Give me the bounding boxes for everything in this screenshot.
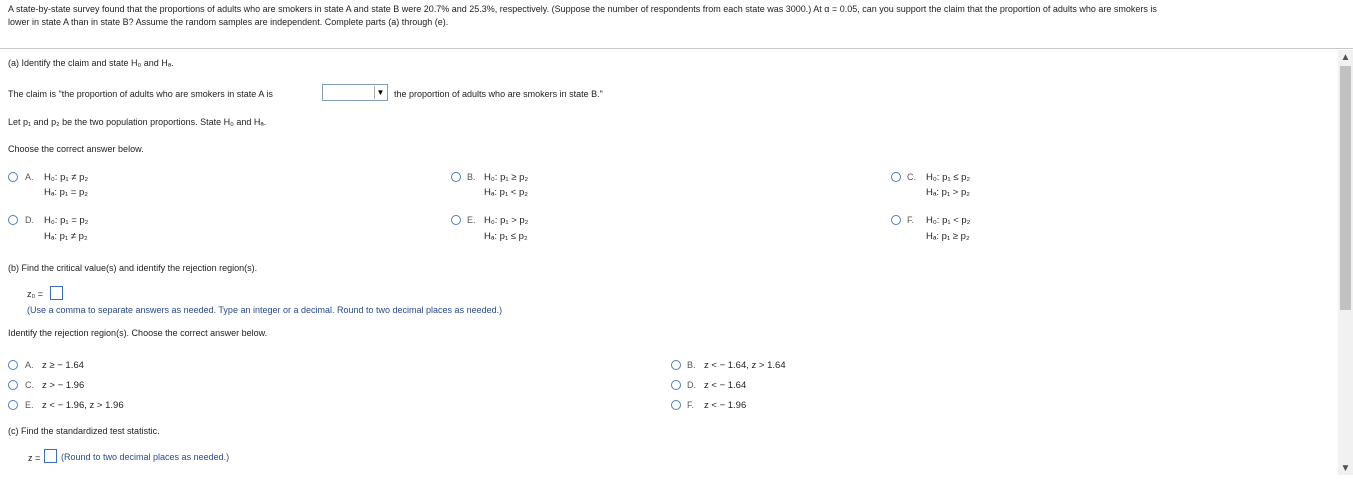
- h0-text: H₀: p₁ > p₂: [484, 215, 529, 226]
- radio-e[interactable]: [8, 400, 18, 410]
- claim-suffix: the proportion of adults who are smokers in state B.": [394, 89, 603, 99]
- option-letter: E.: [467, 215, 476, 225]
- ha-text: Hₐ: p₁ > p₂: [926, 187, 970, 198]
- ha-text: Hₐ: p₁ < p₂: [484, 187, 528, 198]
- h0-text: H₀: p₁ ≤ p₂: [926, 172, 971, 183]
- claim-prefix: The claim is "the proportion of adults who are smokers in state A is: [8, 89, 273, 99]
- radio-a[interactable]: [8, 360, 18, 370]
- radio-a[interactable]: [8, 172, 18, 182]
- problem-statement: [8, 3, 1338, 29]
- dropdown-arrow-icon[interactable]: ▼: [374, 86, 386, 99]
- radio-b[interactable]: [671, 360, 681, 370]
- scroll-up-icon[interactable]: ▲: [1340, 51, 1351, 63]
- vertical-scrollbar[interactable]: [1338, 50, 1353, 475]
- option-text: z < − 1.64: [704, 380, 747, 391]
- option-letter: F.: [907, 215, 915, 225]
- h0-text: H₀: p₁ ≥ p₂: [484, 172, 529, 183]
- option-letter: D.: [687, 380, 696, 390]
- identify-text: Identify the rejection region(s). Choose the correct answer below.: [8, 328, 268, 338]
- radio-d[interactable]: [671, 380, 681, 390]
- option-letter: A.: [25, 172, 34, 182]
- option-letter: F.: [687, 400, 695, 410]
- option-text: z > − 1.96: [42, 380, 85, 391]
- problem-line-2: lower in state A than in state B? Assume the random samples are independent. Complete parts (a) through (e).: [8, 17, 449, 27]
- radio-f[interactable]: [891, 215, 901, 225]
- option-letter: B.: [687, 360, 696, 370]
- z-hint: (Round to two decimal places as needed.): [61, 452, 230, 462]
- part-c-heading: (c) Find the standardized test statistic.: [8, 426, 160, 436]
- radio-c[interactable]: [8, 380, 18, 390]
- z0-label: z₀ =: [27, 289, 43, 299]
- option-letter: C.: [25, 380, 34, 390]
- divider: [0, 48, 1353, 49]
- scroll-down-icon[interactable]: ▼: [1340, 462, 1351, 474]
- part-a-heading: (a) Identify the claim and state H₀ and Hₐ.: [8, 58, 174, 68]
- radio-e[interactable]: [451, 215, 461, 225]
- option-text: z < − 1.96: [704, 400, 747, 411]
- option-text: z ≥ − 1.64: [42, 360, 84, 371]
- z0-input[interactable]: [50, 286, 63, 300]
- ha-text: Hₐ: p₁ ≤ p₂: [484, 231, 528, 242]
- radio-c[interactable]: [891, 172, 901, 182]
- radio-d[interactable]: [8, 215, 18, 225]
- let-text: Let p₁ and p₂ be the two population proportions. State H₀ and Hₐ.: [8, 117, 267, 127]
- option-text: z < − 1.96, z > 1.96: [42, 400, 124, 411]
- radio-f[interactable]: [671, 400, 681, 410]
- scrollbar-thumb[interactable]: [1340, 66, 1351, 310]
- option-letter: B.: [467, 172, 476, 182]
- h0-text: H₀: p₁ < p₂: [926, 215, 971, 226]
- option-letter: D.: [25, 215, 34, 225]
- z-input[interactable]: [44, 449, 57, 463]
- option-letter: A.: [25, 360, 34, 370]
- option-letter: E.: [25, 400, 34, 410]
- ha-text: Hₐ: p₁ ≠ p₂: [44, 231, 88, 242]
- ha-text: Hₐ: p₁ ≥ p₂: [926, 231, 970, 242]
- h0-text: H₀: p₁ ≠ p₂: [44, 172, 89, 183]
- claim-dropdown[interactable]: [322, 84, 388, 101]
- problem-line-1: A state-by-state survey found that the proportions of adults who are smokers in state A and state B were 20.7% and 25.3%, respectively. (Suppose the number of respondents from each state was 3000.) At α = 0.05, can you support the claim that the proportion of adults who are smokers is: [8, 4, 1157, 14]
- ha-text: Hₐ: p₁ = p₂: [44, 187, 88, 198]
- radio-b[interactable]: [451, 172, 461, 182]
- h0-text: H₀: p₁ = p₂: [44, 215, 89, 226]
- z0-hint: (Use a comma to separate answers as needed. Type an integer or a decimal. Round to two decimal places as needed.): [27, 305, 503, 315]
- z-label: z =: [28, 453, 41, 463]
- choose-text: Choose the correct answer below.: [8, 144, 144, 154]
- option-text: z < − 1.64, z > 1.64: [704, 360, 786, 371]
- option-letter: C.: [907, 172, 916, 182]
- part-b-heading: (b) Find the critical value(s) and identify the rejection region(s).: [8, 263, 258, 273]
